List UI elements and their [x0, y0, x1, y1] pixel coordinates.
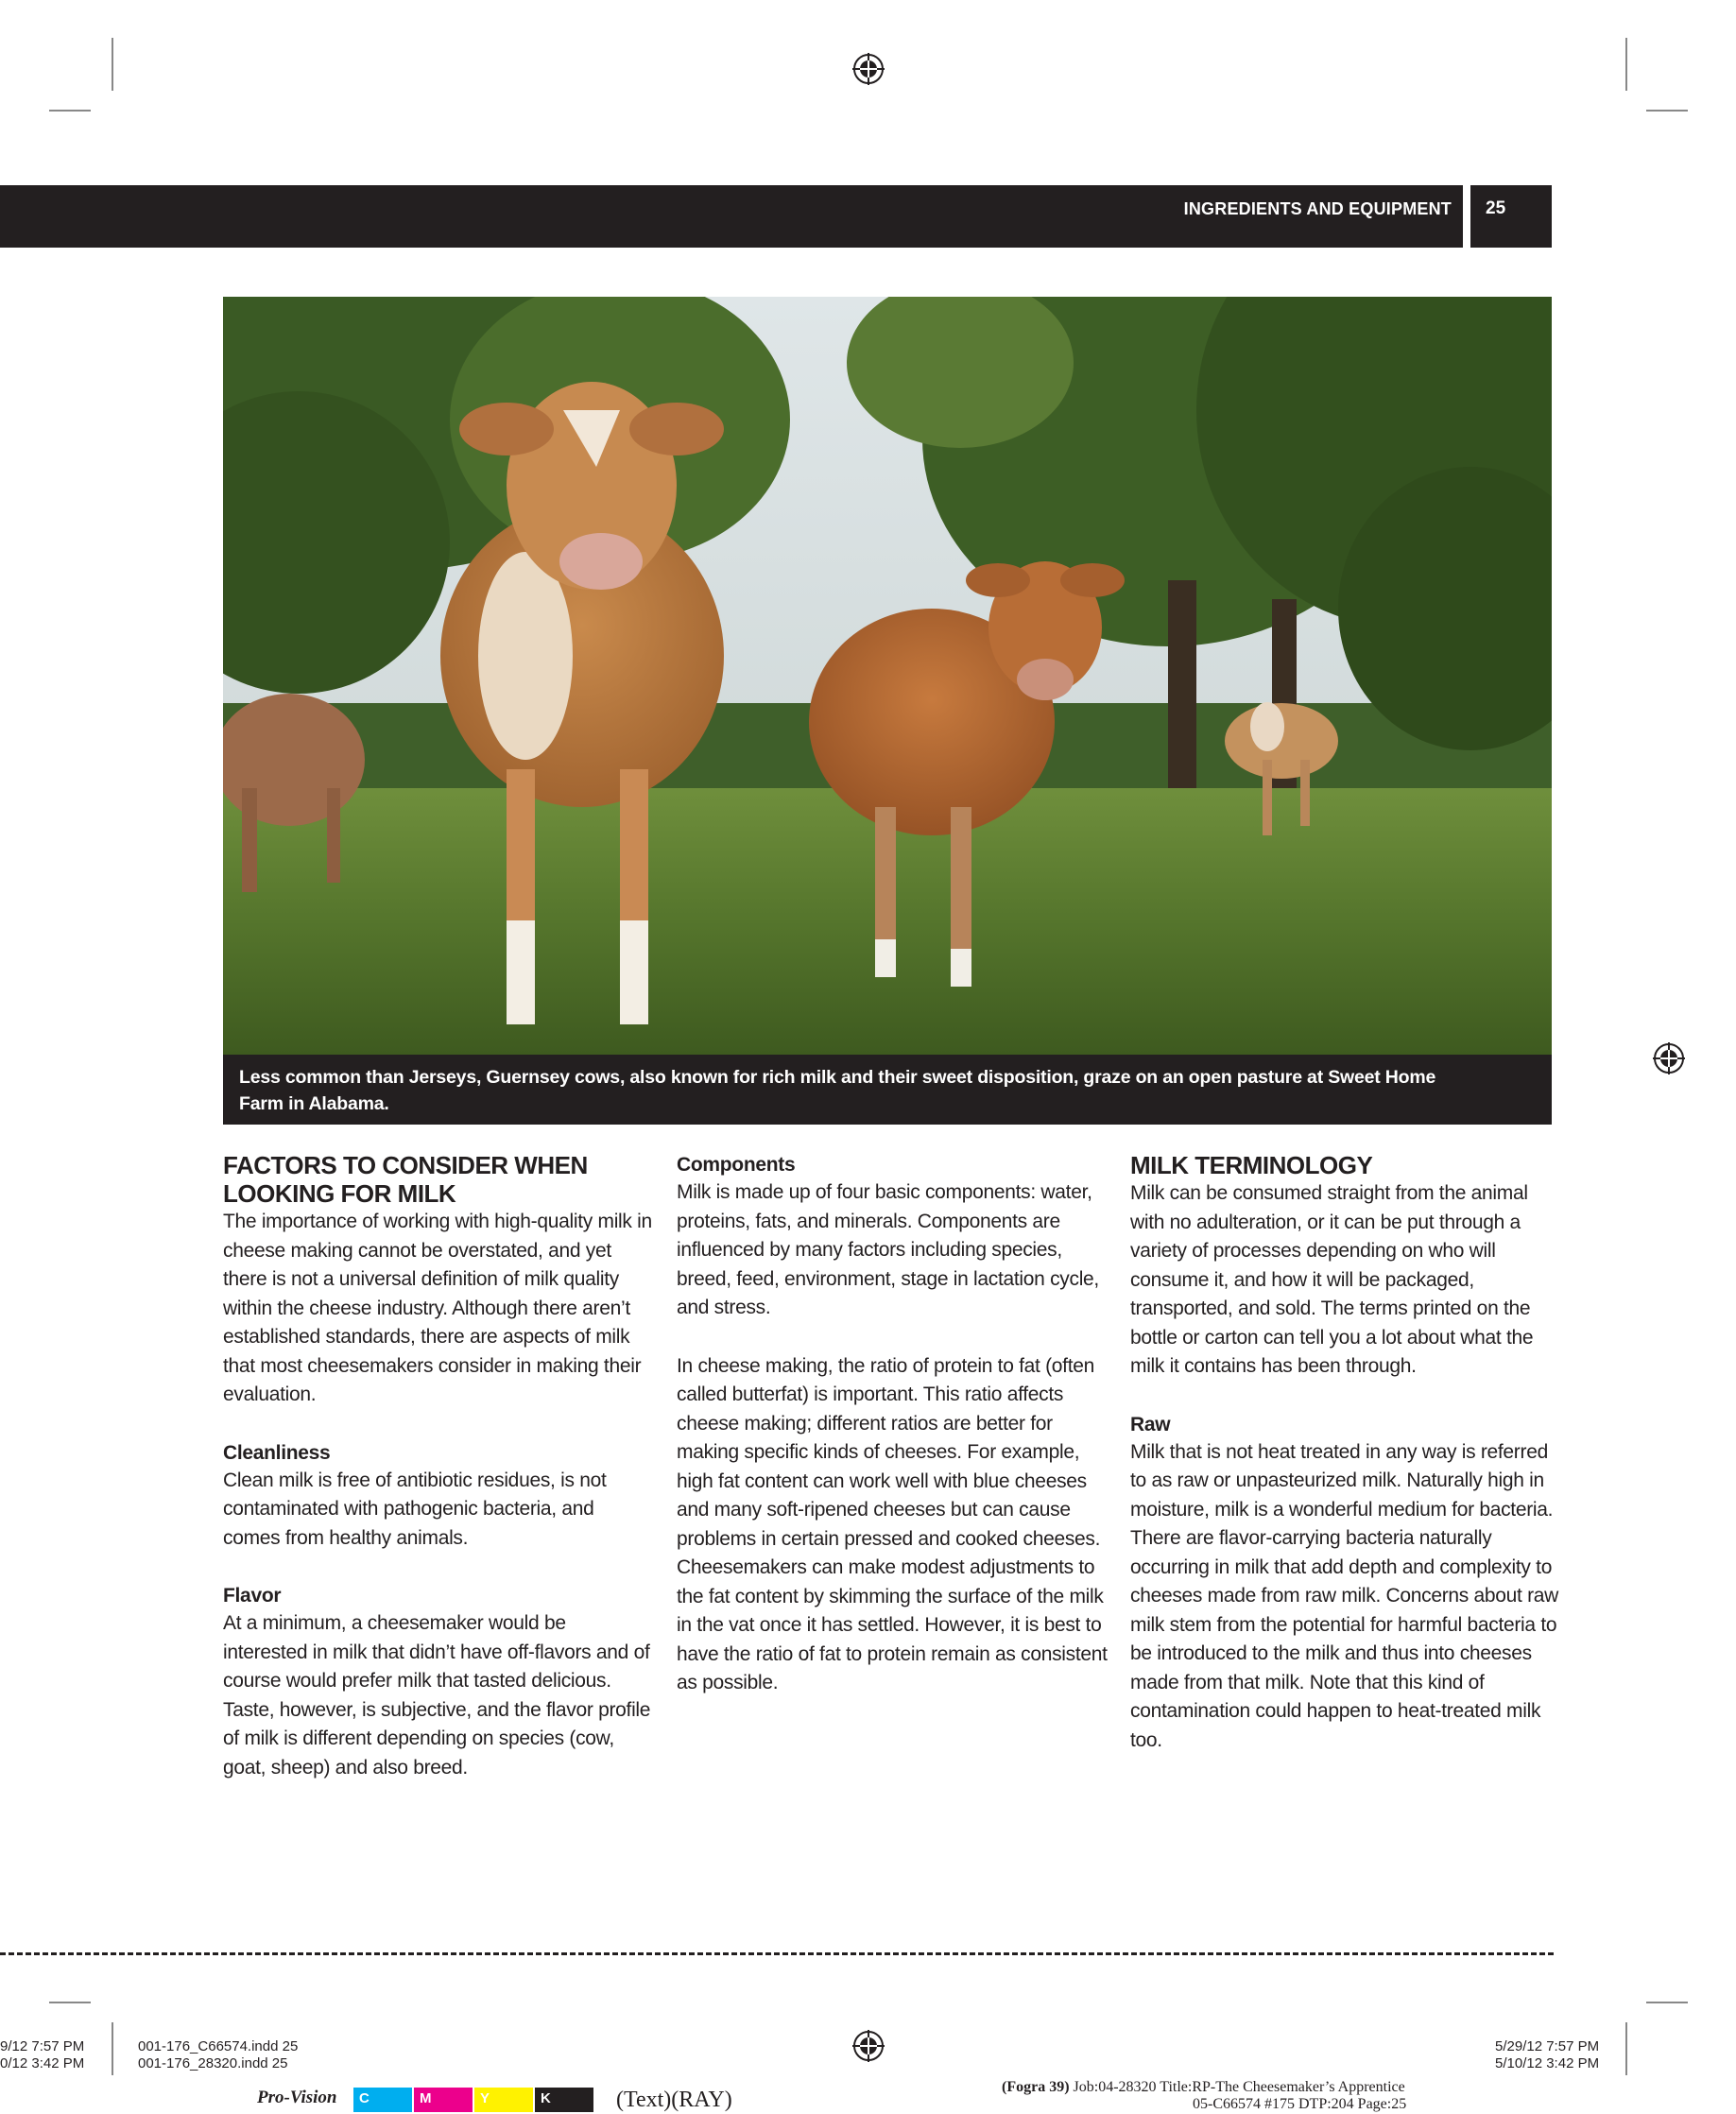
- body-paragraph: Clean milk is free of antibiotic residues, is not contaminated with pathogenic bacteria, and comes from healthy animals.: [223, 1469, 607, 1549]
- crop-mark: [112, 38, 113, 91]
- slug-dates-left: [0, 2038, 84, 2072]
- cows-pasture-photo: [223, 297, 1552, 1055]
- job-fogra: (Fogra 39): [1002, 2079, 1070, 2095]
- slug-date: 5/10/12 3:42 PM: [1495, 2055, 1600, 2071]
- body-paragraph: At a minimum, a cheesemaker would be interested in milk that didn’t have off-flavors and of course would prefer milk that tasted delicious. Taste, however, is subjective, and the flavor profile of milk is different depending on species (cow, goat, sheep) and also breed.: [223, 1612, 651, 1779]
- slug-file: 001-176_28320.indd 25: [138, 2055, 288, 2071]
- subheading-flavor: Flavor: [223, 1585, 282, 1607]
- provision-logo: Pro-Vision: [257, 2088, 337, 2107]
- slug-date: 0/12 3:42 PM: [0, 2055, 85, 2071]
- registration-mark-icon: [1653, 1042, 1685, 1074]
- body-paragraph: In cheese making, the ratio of protein to fat (often called butterfat) is important. This ratio affects cheese making; different ratios are better for making specific kinds of cheeses. For example, high fat content can work well with blue cheeses and many soft-ripened cheeses but can cause problems in certain pressed and cooked cheeses. Cheesemakers can make modest adjustments to the fat content by skimming the surface of the milk in the vat once it has settled. However, it is best to have the ratio of fat to protein remain as consistent as possible.: [677, 1354, 1108, 1693]
- body-paragraph: Milk is made up of four basic components: water, proteins, fats, and minerals. Components are influenced by many factors including species, breed, feed, environment, stage in lactation cycle, and stress.: [677, 1181, 1099, 1318]
- running-header-band: [0, 185, 1463, 248]
- column-1: [223, 1151, 654, 1782]
- job-info: [1002, 2079, 1405, 2096]
- slug-dates-right: [1495, 2038, 1599, 2072]
- body-paragraph: Milk can be consumed straight from the animal with no adulteration, or it can be put through a variety of processes depending on who will consume it, and how it will be packaged, transported, and sold. The terms printed on the bottle or carton can tell you a lot about what the milk it contains has been through.: [1130, 1182, 1534, 1377]
- crop-mark: [49, 2002, 91, 2003]
- page-number: 25: [1486, 198, 1506, 218]
- slug-date: 9/12 7:57 PM: [0, 2038, 85, 2054]
- crop-mark: [1625, 38, 1627, 91]
- slug-file: 001-176_C66574.indd 25: [138, 2038, 299, 2054]
- swatch-yellow: Y: [474, 2088, 533, 2112]
- subheading-raw: Raw: [1130, 1413, 1171, 1435]
- slug-date: 5/29/12 7:57 PM: [1495, 2038, 1600, 2054]
- crop-mark: [1625, 2022, 1627, 2075]
- photo-caption: Less common than Jerseys, Guernsey cows, also known for rich milk and their sweet disposition, graze on an open pasture at Sweet Home Farm in Alabama.: [223, 1055, 1552, 1125]
- body-paragraph: The importance of working with high-quality milk in cheese making cannot be overstated, and yet there is not a universal definition of milk quality within the cheese industry. Although there aren’t established standards, there are aspects of milk that most cheesemakers consider in making their evaluation.: [223, 1211, 652, 1405]
- registration-mark-icon: [852, 53, 885, 85]
- crop-mark: [112, 2022, 113, 2075]
- body-paragraph: Milk that is not heat treated in any way is referred to as raw or unpasteurized milk. Naturally high in moisture, milk is a wonderful medium for bacteria. There are flavor-carrying bacteria naturally occurring in milk that add depth and complexity to cheeses made from raw milk. Concerns about raw milk stem from the potential for harmful bacteria to be introduced to the milk and thus into cheeses made from that milk. Note that this kind of contamination could happen to heat-treated milk too.: [1130, 1440, 1559, 1751]
- subheading-cleanliness: Cleanliness: [223, 1441, 331, 1464]
- slug-files: [138, 2038, 298, 2072]
- page-number-box: [1470, 185, 1552, 248]
- swatch-magenta: M: [414, 2088, 473, 2112]
- registration-mark-icon: [852, 2030, 885, 2062]
- section-heading: MILK TERMINOLOGY: [1130, 1151, 1373, 1179]
- crop-mark: [1646, 2002, 1688, 2003]
- running-header-title: INGREDIENTS AND EQUIPMENT: [1183, 199, 1452, 218]
- trim-dashed-rule: [0, 1952, 1554, 1955]
- job-title: Job:04-28320 Title:RP-The Cheesemaker’s Apprentice: [1069, 2079, 1405, 2095]
- subheading-components: Components: [677, 1154, 796, 1176]
- crop-mark: [1646, 110, 1688, 112]
- photo-illustration: [223, 297, 1552, 1055]
- swatch-black: K: [535, 2088, 593, 2112]
- crop-mark: [49, 110, 91, 112]
- column-3: [1130, 1151, 1561, 1755]
- column-2: [677, 1151, 1108, 1698]
- swatch-cyan: C: [353, 2088, 412, 2112]
- section-heading: FACTORS TO CONSIDER WHEN LOOKING FOR MILK: [223, 1151, 588, 1208]
- text-ray-label: (Text)(RAY): [616, 2088, 732, 2112]
- job-details: 05-C66574 #175 DTP:204 Page:25: [1193, 2096, 1407, 2112]
